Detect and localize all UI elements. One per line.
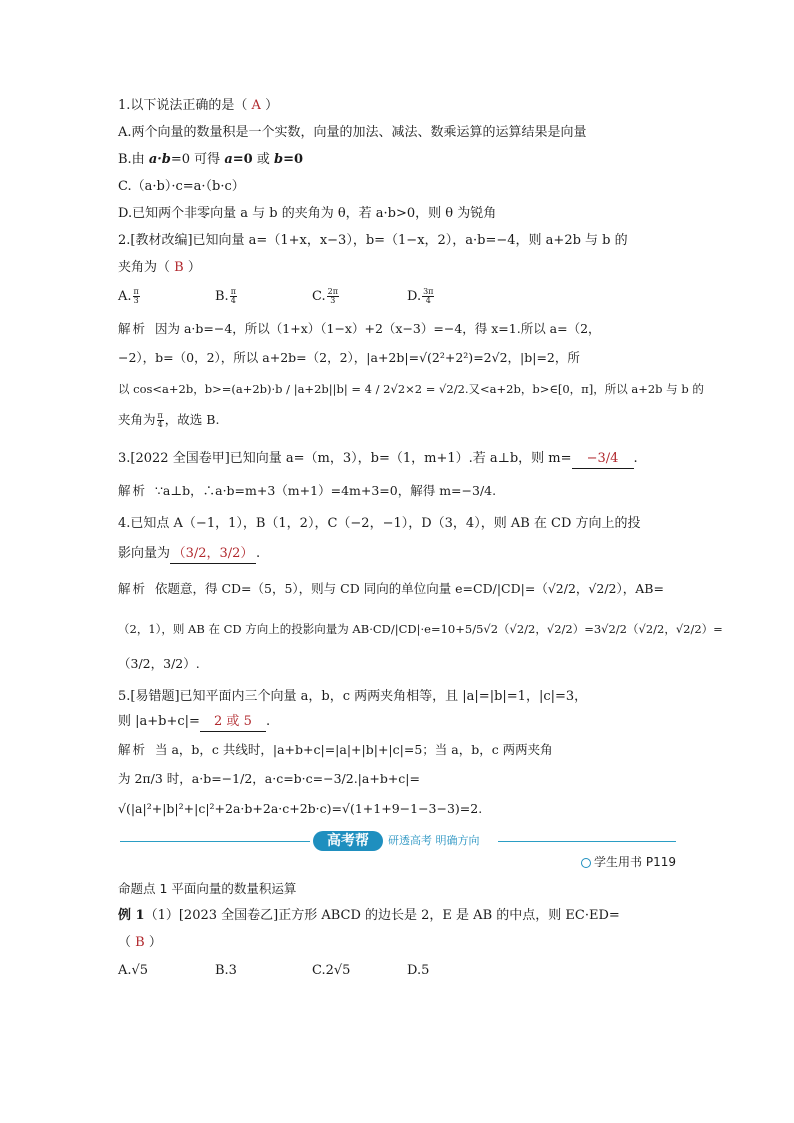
example-1-option-c: C.2√5 <box>312 963 351 978</box>
q3-answer-blank: −3/4 <box>572 450 634 469</box>
q4-answer-blank: （3/2，3/2） <box>170 545 256 564</box>
example-1-stem: 例 1（1）[2023 全国卷乙]正方形 ABCD 的边长是 2，E 是 AB 的中点，则 EC·ED= <box>118 908 620 923</box>
q5-solution-line2: 为 2π/3 时，a·b=−1/2，a·c=b·c=−3/2.|a+b+c|= <box>118 771 420 786</box>
q1-answer: A <box>251 98 261 113</box>
q4-solution-line3: （3/2，3/2）. <box>118 656 200 671</box>
example-1-answer: （ B ） <box>118 935 162 950</box>
q5-answer-blank: 2 或 5 <box>200 713 266 732</box>
example-1-option-d: D.5 <box>407 963 430 978</box>
q2-option-a: A. $\frac{\pi}{3}$ <box>118 287 139 305</box>
banner-rule-left <box>120 841 310 842</box>
q1-option-a: A.两个向量的数量积是一个实数，向量的加法、减法、数乘运算的运算结果是向量 <box>118 125 587 140</box>
q2-solution-line2: −2），b=（0，2），所以 a+2b=（2，2），|a+2b|=√(2²+2²)=2√2，|b|=2，所 <box>118 350 580 365</box>
q2-answer: B <box>174 260 184 275</box>
q2-solution-line3: 以 cos<a+2b，b>=(a+2b)·b / |a+2b||b| = 4 / 2√2×2 = √2/2.又<a+2b，b>∈[0，π]，所以 a+2b 与 b 的 <box>118 382 704 396</box>
q5-stem-line1: 5.[易错题]已知平面内三个向量 a，b，c 两两夹角相等，且 |a|=|b|=1，|c|=3， <box>118 689 588 704</box>
q5-stem-line2: 则 |a+b+c|= 2 或 5 . <box>118 713 270 732</box>
circle-bullet-icon <box>581 858 591 868</box>
example-1-option-a: A.√5 <box>118 963 149 978</box>
banner-title: 高考帮 <box>313 831 383 851</box>
example-1-option-b: B.3 <box>215 963 237 978</box>
q5-solution-line3: √(|a|²+|b|²+|c|²+2a·b+2a·c+2b·c)=√(1+1+9−1−3−3)=2. <box>118 801 483 816</box>
q2-option-b: B. $\frac{\pi}{4}$ <box>215 287 236 305</box>
gaokaobang-banner <box>120 829 676 853</box>
q4-stem-line1: 4.已知点 A（−1，1），B（1，2），C（−2，−1），D（3，4），则 AB 在 CD 方向上的投 <box>118 516 641 531</box>
q2-solution-line4: 夹角为 $\frac{\pi}{4}$ ，故选 B. <box>118 411 220 429</box>
q2-solution-line1: 解析 因为 a·b=−4，所以（1+x）（1−x）+2（x−3）=−4，得 x=1.所以 a=（2， <box>118 321 601 336</box>
q3-stem: 3.[2022 全国卷甲]已知向量 a=（m，3），b=（1，m+1）.若 a⊥b，则 m= −3/4 . <box>118 450 638 469</box>
section-title: 命题点 1 平面向量的数量积运算 <box>118 881 297 896</box>
q2-option-c: C. $\frac{2\pi}{3}$ <box>312 287 338 305</box>
q1-option-c: C.（a·b）·c=a·（b·c） <box>118 179 245 194</box>
q4-solution-line1: 解析 依题意，得 CD=（5，5），则与 CD 同向的单位向量 e=CD/|CD|=（√2/2，√2/2），AB= <box>118 581 664 596</box>
banner-rule-right <box>498 841 676 842</box>
book-reference: 学生用书 P119 <box>581 853 676 870</box>
q5-solution-line1: 解析 当 a，b，c 共线时，|a+b+c|=|a|+|b|+|c|=5；当 a，b，c 两两夹角 <box>118 742 553 757</box>
q1-option-b: B.由 a·b=0 可得 a=0 或 b=0 <box>118 152 304 167</box>
q1-option-d: D.已知两个非零向量 a 与 b 的夹角为 θ，若 a·b>0，则 θ 为锐角 <box>118 206 497 221</box>
q2-stem-line2: 夹角为（ B ） <box>118 260 201 275</box>
q4-solution-line2: （2，1），则 AB 在 CD 方向上的投影向量为 AB·CD/|CD|·e=10+5/5√2（√2/2，√2/2）=3√2/2（√2/2，√2/2）= <box>118 622 723 636</box>
banner-tagline: 研透高考 明确方向 <box>388 834 480 847</box>
q2-stem-line1: 2.[教材改编]已知向量 a=（1+x，x−3），b=（1−x，2），a·b=−4，则 a+2b 与 b 的 <box>118 233 628 248</box>
q3-solution: 解析 ∵a⊥b，∴a·b=m+3（m+1）=4m+3=0，解得 m=−3/4. <box>118 483 497 498</box>
q2-option-d: D. $\frac{3\pi}{4}$ <box>407 287 434 305</box>
q1-stem: 1.以下说法正确的是（ A ） <box>118 98 279 113</box>
q4-stem-line2: 影向量为 （3/2，3/2） . <box>118 545 260 564</box>
